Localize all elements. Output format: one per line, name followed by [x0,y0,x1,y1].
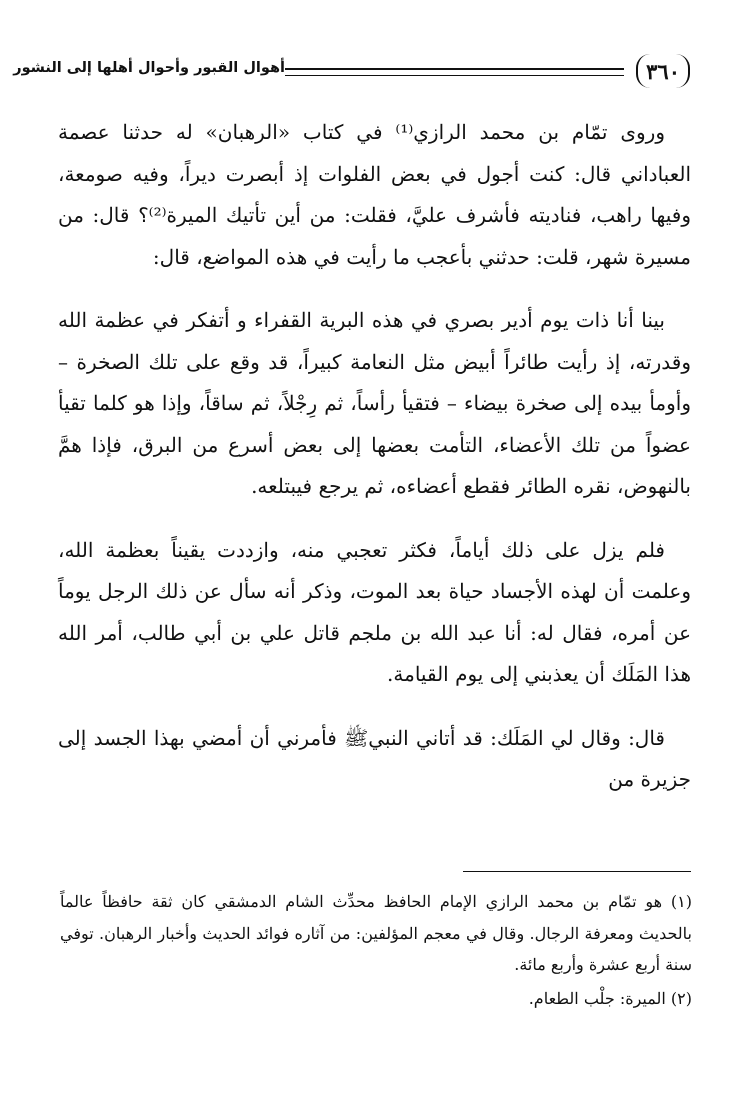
page-header [13,54,690,94]
paragraph-4: قال: وقال لي المَلَك: قد أتاني النبيﷺ فأمرني أن أمضي بهذا الجسد إلى جزيرة من [58,725,691,791]
footnotes [60,886,692,1016]
page-number: ٣٦٠ [636,54,690,88]
paragraph-3: فلم يزل على ذلك أياماً، فكثر تعجبي منه، وازددت يقيناً بعظمة الله، وعلمت أن لهذه الأجساد حياة بعد الموت، وذكر أنه سأل عن ذلك الرجل يوماً عن أمره، فقال له: أنا عبد الله بن ملجم قاتل علي بن أبي طالب، أمر الله هذا المَلَك أن يعذبني إلى يوم القيامة. [58,537,691,686]
paragraph-1: وروى تمّام بن محمد الرازي⁽¹⁾ في كتاب «الرهبان» له حدثنا عصمة العباداني قال: كنت أجول في بعض الفلوات إذ أبصرت ديراً، وفيه صومعة، وفيها راهب، فناديته فأشرف عليَّ، فقلت: من أين تأتيك الميرة⁽²⁾؟ قال: من مسيرة شهر، قلت: حدثني بأعجب ما رأيت في هذه المواضع، قال: [58,120,691,269]
footnote-separator [463,871,691,872]
footnote-1: (١) هو تمّام بن محمد الرازي الإمام الحافظ محدِّث الشام الدمشقي كان ثقة حافظاً عالماً بالحديث ومعرفة الرجال. وقال في معجم المؤلفين: من آثاره فوائد الحديث وأخبار الرهبان. توفي سنة أربع عشرة وأربع مائة. [60,892,692,974]
header-rule [285,68,624,76]
running-title: أهوال القبور وأحوال أهلها إلى النشور [13,60,285,76]
paragraph-2: بينا أنا ذات يوم أدير بصري في هذه البرية القفراء و أتفكر في عظمة الله وقدرته، إذ رأيت طائراً أبيض مثل النعامة كبيراً، قد وقع على تلك الصخرة – وأومأ بيده إلى صخرة بيضاء – فتقيأ رأساً، ثم رِجْلاً، ثم ساقاً، وإذا هو كلما تقيأ عضواً من تلك الأعضاء، التأمت بعضها إلى بعض أسرع من البرق، فإذا همَّ بالنهوض، نقره الطائر فقطع أعضاءه، ثم يرجع فيبتلعه. [58,308,691,498]
footnote-2: (٢) الميرة: جلْب الطعام. [528,988,692,1008]
main-text [58,112,691,823]
